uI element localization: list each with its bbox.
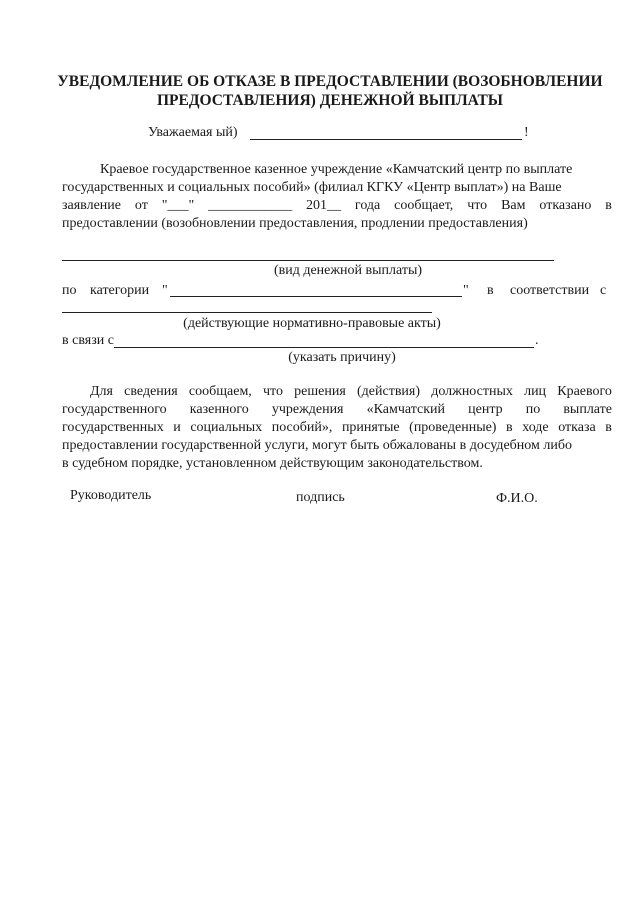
caption-legal-acts: (действующие нормативно-правовые акты) [183, 316, 441, 331]
para2-word: Для [90, 384, 113, 399]
para1-word: Вам [501, 198, 526, 213]
signature-name: Ф.И.О. [496, 491, 538, 506]
para2-word: принятые [341, 420, 400, 435]
para2-line5: в судебном порядке, установленном действующим законодательством. [62, 456, 483, 471]
para2-word: центр [468, 402, 503, 417]
greeting-label: Уважаемая ый) [148, 125, 238, 140]
date-month-blank: ____________ [208, 198, 293, 213]
category-label: категории [90, 283, 150, 298]
reason-period: . [535, 333, 539, 348]
para2-word: лиц [524, 384, 547, 399]
signature-sign: подпись [296, 490, 345, 505]
category-quote-close: " [463, 283, 469, 298]
caption-reason: (указать причину) [288, 350, 396, 365]
para2-line2 [62, 401, 612, 418]
category-label-po: по [62, 283, 77, 298]
para2-line1 [90, 383, 612, 400]
para2-word: (действия) [357, 384, 421, 399]
para2-word: по [525, 402, 541, 417]
category-quote-open: " [162, 283, 168, 298]
para2-word: государственных [62, 420, 164, 435]
title-line-2: ПРЕДОСТАВЛЕНИЯ) ДЕНЕЖНОЙ ВЫПЛАТЫ [156, 92, 504, 109]
para2-word: отказа [558, 420, 596, 435]
para2-word: учреждения [271, 402, 344, 417]
para2-word: и [173, 420, 181, 435]
para2-word: в [605, 420, 612, 435]
date-year-blank: 201__ [306, 198, 342, 213]
signature-role: Руководитель [70, 488, 152, 503]
para2-word: выплате [563, 402, 612, 417]
para2-word: решения [294, 384, 346, 399]
para2-line3 [62, 419, 612, 436]
para2-word: государственного [62, 402, 167, 417]
para2-word: сообщаем, [188, 384, 252, 399]
para1-line4: предоставлении (возобновлении предоставления, продлении предоставления) [62, 216, 528, 231]
greeting-name-blank [250, 139, 522, 140]
para1-word: заявление [62, 198, 122, 213]
para1-word: от [134, 198, 148, 213]
para2-word: социальных [190, 420, 263, 435]
para2-line4: предоставлении государственной услуги, могут быть обжалованы в досудебном либо [62, 438, 572, 453]
para1-line2: государственных и социальных пособий» (филиал КГКУ «Центр выплат») на Ваше [62, 180, 562, 195]
para2-word: ходе [522, 420, 549, 435]
para1-line1: Краевое государственное казенное учреждение «Камчатский центр по выплате [100, 162, 573, 177]
para2-word: «Камчатский [366, 402, 446, 417]
reason-blank [114, 347, 534, 348]
para2-word: сведения [124, 384, 178, 399]
para1-word: года [354, 198, 381, 213]
document-title [50, 72, 610, 110]
para2-word: казенного [189, 402, 249, 417]
legal-acts-blank [62, 312, 432, 313]
para1-line3 [62, 197, 612, 214]
caption-payment-type: (вид денежной выплаты) [273, 263, 423, 278]
para2-word: Краевого [557, 384, 612, 399]
para2-word: в [506, 420, 513, 435]
para2-word: что [263, 384, 283, 399]
date-day-blank: "___" [161, 198, 195, 213]
para2-word: должностных [431, 384, 513, 399]
para2-word: (проведенные) [409, 420, 497, 435]
para1-word: в [605, 198, 612, 213]
title-line-1: УВЕДОМЛЕНИЕ ОБ ОТКАЗЕ В ПРЕДОСТАВЛЕНИИ (ВОЗОБНОВЛЕНИИ [57, 73, 603, 90]
payment-type-blank [62, 260, 554, 261]
para1-word: отказано [539, 198, 592, 213]
category-blank [170, 296, 462, 297]
para1-word: что [467, 198, 488, 213]
reason-label: в связи с [62, 333, 114, 348]
greeting-exclamation: ! [524, 125, 529, 140]
para1-word: сообщает, [394, 198, 454, 213]
para2-word: пособий», [271, 420, 333, 435]
category-label-v: в [487, 283, 494, 298]
category-label-s: с [600, 283, 607, 298]
category-label-accordance: соответствии [510, 283, 590, 298]
